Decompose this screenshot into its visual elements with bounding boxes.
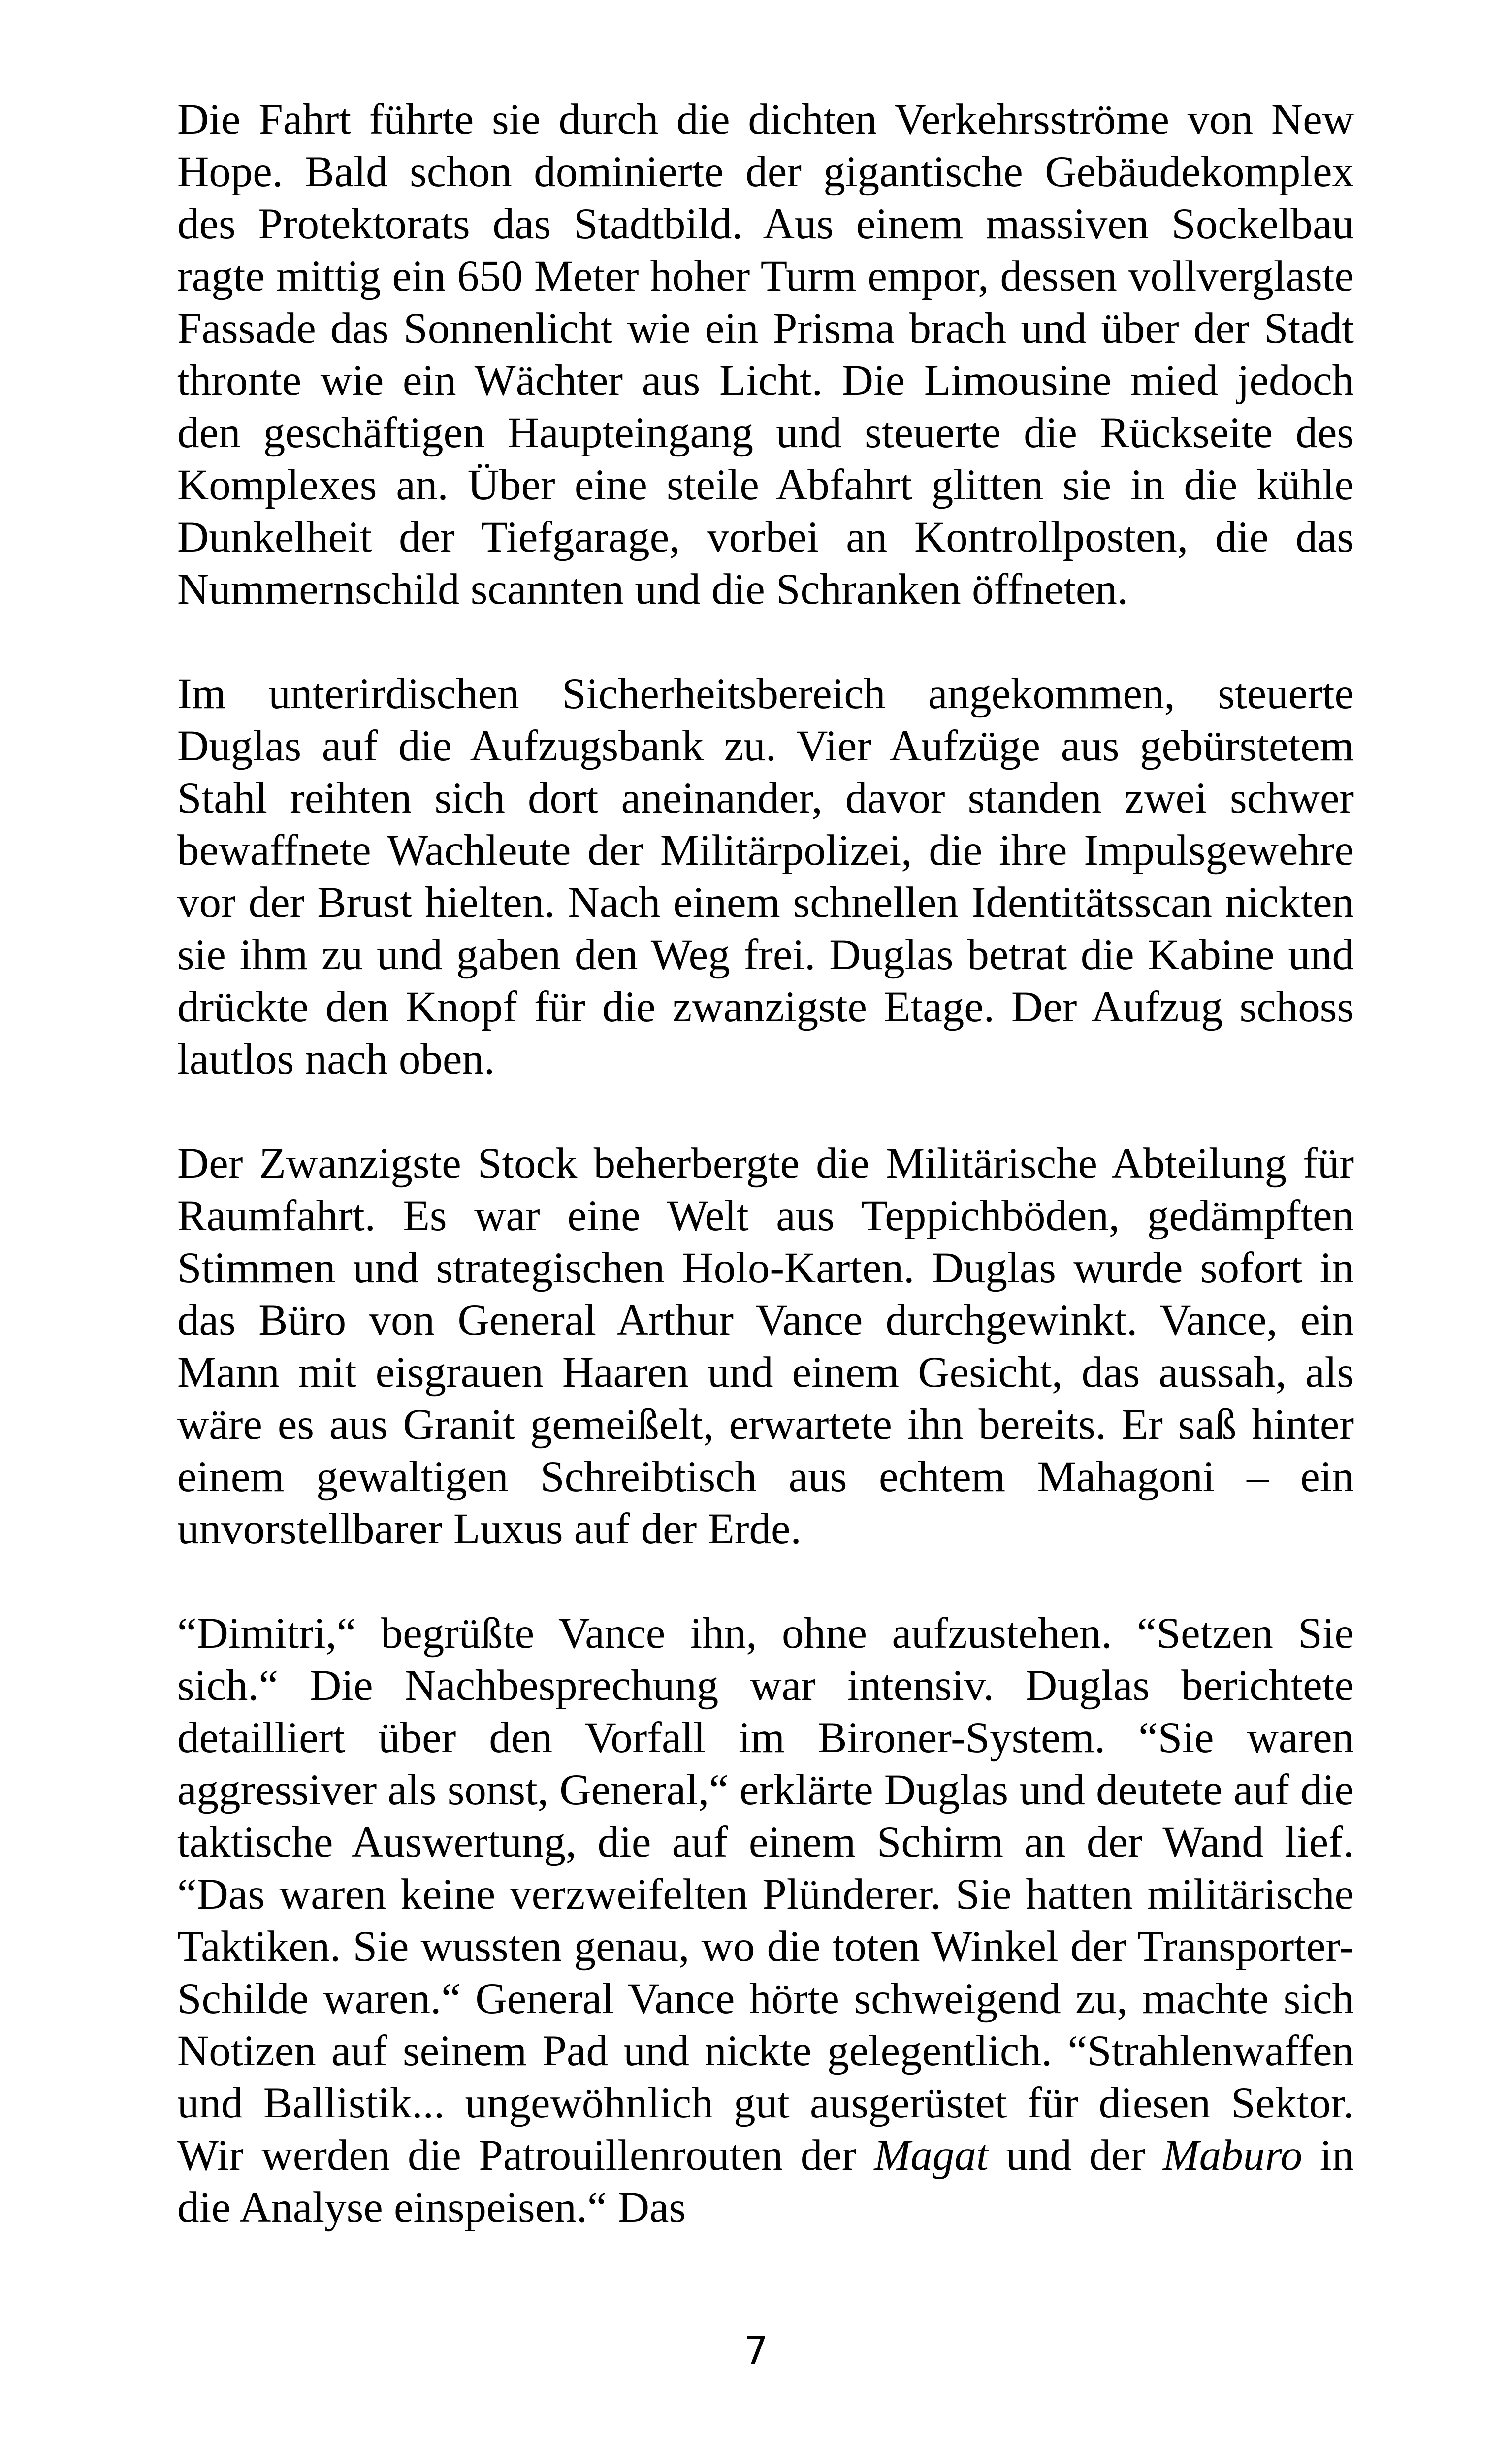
ship-name-maburo: Maburo (1162, 2131, 1303, 2180)
paragraph-3: Der Zwanzigste Stock beherbergte die Militärische Abteilung für Raumfahrt. Es war eine Welt aus Teppichböden, gedämpften Stimmen und strategischen Holo-Karten. Duglas wurde sofort in das Büro von General Arthur Vance durchgewinkt. Vance, ein Mann mit eisgrauen Haaren und einem Gesicht, das aussah, als wäre es aus Granit gemeißelt, erwartete ihn bereits. Er saß hinter einem gewaltigen Schreibtisch aus echtem Mahagoni – ein unvorstellbarer Luxus auf der Erde. (177, 1140, 1354, 1553)
paragraph-4-text-start: “Dimitri,“ begrüßte Vance ihn, ohne aufzustehen. “Setzen Sie sich.“ Die Nachbesprechung war intensiv. Duglas berichtete detailliert über den Vorfall im Bironer-System. “Sie waren aggressiver als sonst, General,“ erklärte Duglas und deutete auf die taktische Auswertung, die auf einem Schirm an der Wand lief. “Das waren keine verzweifelten Plünderer. Sie hatten militärische Taktiken. Sie wussten genau, wo die toten Winkel der Transporter-Schilde waren.“ General Vance hörte schweigend zu, machte sich Notizen auf seinem Pad und nickte gelegentlich. “Strahlenwaffen und Ballistik... ungewöhnlich gut ausgerüstet für diesen Sektor. Wir werden die Patrouillenrouten der (177, 1609, 1354, 2180)
paragraph-1: Die Fahrt führte sie durch die dichten Verkehrsströme von New Hope. Bald schon dominierte der gigantische Gebäudekomplex des Protektorats das Stadtbild. Aus einem massiven Sockelbau ragte mittig ein 650 Meter hoher Turm empor, dessen vollverglaste Fassade das Sonnenlicht wie ein Prisma brach und über der Stadt thronte wie ein Wächter aus Licht. Die Limousine mied jedoch den geschäftigen Haupteingang und steuerte die Rückseite des Komplexes an. Über eine steile Abfahrt glitten sie in die kühle Dunkelheit der Tiefgarage, vorbei an Kontrollposten, die das Nummernschild scannten und die Schranken öffneten. (177, 96, 1354, 614)
paragraph-4-text-end: in die Analyse einspeisen.“ Das (177, 2131, 1354, 2232)
paragraph-2: Im unterirdischen Sicherheitsbereich angekommen, steuerte Duglas auf die Aufzugsbank zu. Vier Aufzüge aus gebürstetem Stahl reihten sich dort aneinander, davor standen zwei schwer bewaffnete Wachleute der Militärpolizei, die ihre Impulsgewehre vor der Brust hielten. Nach einem schnellen Identitätsscan nickten sie ihm zu und gaben den Weg frei. Duglas betrat die Kabine und drückte den Knopf für die zwanzigste Etage. Der Aufzug schoss lautlos nach oben. (177, 670, 1354, 1083)
paragraph-4 (177, 1607, 1354, 2234)
page-body (177, 94, 1354, 2234)
ship-name-magat: Magat (874, 2131, 989, 2180)
page-number: 7 (743, 2329, 769, 2374)
paragraph-4-text-middle: und der (988, 2131, 1163, 2180)
